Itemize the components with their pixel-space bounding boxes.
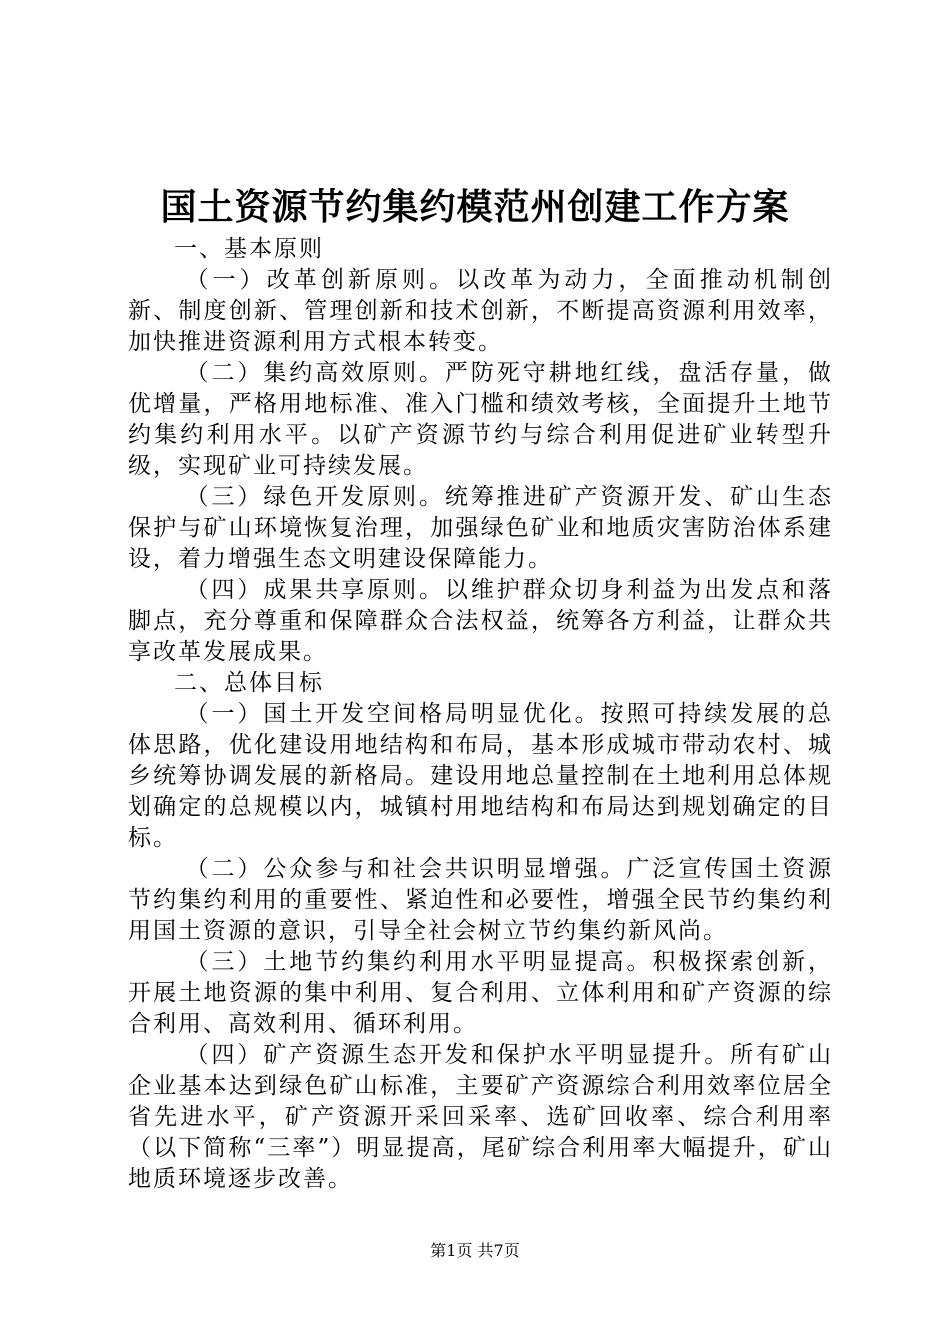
- section-heading: 一、基本原则: [174, 236, 324, 262]
- paragraph: （二）集约高效原则。严防死守耕地红线，盘活存量，做优增量，严格用地标准、准入门槛和绩效考核，全面提升土地节约集约利用水平。以矿产资源节约与综合利用促进矿业转型升级，实现矿业可持续发展。: [128, 360, 833, 479]
- paragraph: （三）绿色开发原则。统筹推进矿产资源开发、矿山生态保护与矿山环境恢复治理，加强绿色矿业和地质灾害防治体系建设，着力增强生态文明建设保障能力。: [128, 484, 833, 572]
- paragraph: （四）成果共享原则。以维护群众切身利益为出发点和落脚点，充分尊重和保障群众合法权益，统筹各方利益，让群众共享改革发展成果。: [128, 577, 833, 665]
- paragraph: （二）公众参与和社会共识明显增强。广泛宣传国土资源节约集约利用的重要性、紧迫性和必要性，增强全民节约集约利用国土资源的意识，引导全社会树立节约集约新风尚。: [128, 856, 833, 944]
- paragraph: （一）改革创新原则。以改革为动力，全面推动机制创新、制度创新、管理创新和技术创新，不断提高资源利用效率，加快推进资源利用方式根本转变。: [128, 267, 833, 355]
- page-footer: [0, 1240, 950, 1262]
- page-indicator: 第1页 共7页: [430, 1241, 520, 1260]
- document-body: [128, 234, 833, 1195]
- document-title: 国土资源节约集约模范州创建工作方案: [160, 186, 790, 228]
- paragraph: （一）国土开发空间格局明显优化。按照可持续发展的总体思路，优化建设用地结构和布局，基本形成城市带动农村、城乡统筹协调发展的新格局。建设用地总量控制在土地利用总体规划确定的总规模以内，城镇村用地结构和布局达到规划确定的目标。: [128, 701, 833, 851]
- section-heading: 二、总体目标: [174, 670, 324, 696]
- paragraph: （三）土地节约集约利用水平明显提高。积极探索创新，开展土地资源的集中利用、复合利用、立体利用和矿产资源的综合利用、高效利用、循环利用。: [128, 949, 833, 1037]
- paragraph: （四）矿产资源生态开发和保护水平明显提升。所有矿山企业基本达到绿色矿山标准，主要矿产资源综合利用效率位居全省先进水平，矿产资源开采回采率、选矿回收率、综合利用率（以下简称“三率”）明显提高，尾矿综合利用率大幅提升，矿山地质环境逐步改善。: [128, 1042, 833, 1192]
